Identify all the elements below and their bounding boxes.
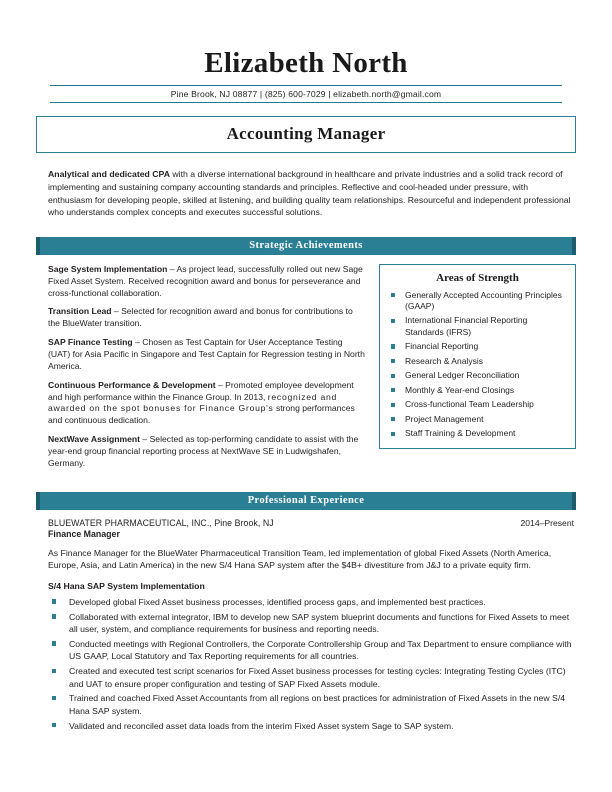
list-item: International Financial Reporting Standards (IFRS) (388, 315, 567, 337)
achievement-title: Continuous Performance & Development (48, 379, 216, 390)
experience-header-row (48, 518, 574, 528)
employer-name: BLUEWATER PHARMACEUTICAL, INC., Pine Brook, NJ (48, 517, 274, 528)
list-item: Financial Reporting (388, 341, 567, 352)
list-item: Collaborated with external integrator, IBM to develop new SAP system blueprint documents and functions for Fixed Assets to meet all user, system, and compliance requirements for business and reporting needs. (48, 611, 578, 636)
list-item: Monthly & Year-end Closings (388, 385, 567, 396)
page-title: Elizabeth North (204, 47, 408, 79)
achievement-text: Chosen as Test Captain for User Acceptance Testing (UAT) for Asia Pacific in Singapore and Test Captain for Regression testing in North America. (48, 337, 365, 371)
achievement-dash: – (140, 434, 150, 445)
list-item: Conducted meetings with Regional Controllers, the Corporate Controllership Group and Tax Department to ensure compliance with US GAAP, Local Statutory and Tax Reporting requirements for all countries. (48, 638, 578, 663)
achievements-column (36, 264, 366, 470)
achievement-dash: – (215, 379, 226, 390)
list-item: Project Management (388, 414, 567, 425)
list-item: General Ledger Reconciliation (388, 370, 567, 381)
list-item: Research & Analysis (388, 356, 567, 367)
list-item: Generally Accepted Accounting Principles (GAAP) (388, 290, 567, 312)
achievement-item (48, 264, 366, 300)
section-banner-label: Professional Experience (247, 495, 365, 507)
achievement-item (48, 434, 366, 470)
job-title: Accounting Manager (226, 124, 386, 144)
job-title-box (36, 116, 576, 153)
achievement-item (48, 337, 366, 373)
experience-description: As Finance Manager for the BlueWater Pharmaceutical Transition Team, led implementation of global Fixed Assets (North America, Europe, Asia, and Latin America) in the new S/4 Hana SAP system after the $4B+ divestiture from J&J to a private equity firm. (48, 547, 552, 571)
achievement-text: Selected as top-performing candidate to assist with the year-end group financial reporting process at NextWave SE in Ludwigshafen, Germany. (48, 434, 359, 468)
section-banner-strategic-achievements (36, 237, 576, 255)
achievement-title: Sage System Implementation (48, 263, 168, 274)
summary-body: with a diverse international background in healthcare and private industries and a solid track record of implementing and sustaining company accounting standards and principles. Reflective and cool-headed under pressure, with enthusiasm for developing people, skilled at listening, and building quality team relationships. Resourceful and independent professional who understands complex concepts and executes successful solutions. (48, 169, 571, 218)
achievement-title: NextWave Assignment (48, 434, 141, 445)
achievement-text-continued: strong performances and continuous dedication. (48, 403, 355, 426)
achievement-text: As project lead, successfully rolled out new Sage Fixed Asset System. Received recognition award and bonus for perseverance and cross-functional collaboration. (48, 263, 363, 298)
areas-of-strength-box (379, 264, 576, 450)
list-item: Created and executed test script scenarios for Fixed Asset business processes for testing cycles: Integrating Testing Cycles (ITC) and UAT to ensure proper configuration and testing of SAP Fixed Assets module. (48, 665, 578, 690)
achievement-title: SAP Finance Testing (48, 337, 133, 348)
strengths-column (379, 264, 576, 450)
achievement-dash: – (167, 263, 177, 274)
employment-dates: 2014–Present (520, 517, 574, 528)
list-item: Developed global Fixed Asset business processes, identified process gaps, and implemented best practices. (48, 596, 578, 608)
achievement-title: Transition Lead (48, 306, 112, 317)
section-banner-label: Strategic Achievements (249, 240, 363, 252)
achievement-text: Promoted employee development and high performance within the Finance Group. In 2013, (48, 379, 354, 402)
areas-of-strength-list (388, 290, 567, 440)
experience-bullet-list (48, 596, 578, 732)
list-item: Staff Training & Development (388, 428, 567, 439)
achievement-dash: – (111, 306, 122, 317)
achievements-and-strengths-columns (36, 264, 576, 470)
section-banner-professional-experience (36, 492, 576, 510)
achievement-dash: – (132, 337, 143, 348)
contact-line: Pine Brook, NJ 08877 | (825) 600-7029 | elizabeth.north@gmail.com (170, 89, 442, 100)
achievement-item (48, 380, 366, 427)
contact-rule-wrapper (50, 85, 562, 103)
list-item: Trained and coached Fixed Asset Accountants from all regions on best practices for administration of Fixed Assets in the new S/4 Hana SAP system. (48, 692, 578, 717)
achievement-item (48, 306, 366, 330)
achievement-text-spaced: recognized and awarded on the spot bonuses for Finance Group's (48, 391, 338, 414)
experience-subheading: S/4 Hana SAP System Implementation (48, 580, 205, 591)
areas-of-strength-title: Areas of Strength (436, 271, 519, 284)
list-item: Cross-functional Team Leadership (388, 399, 567, 410)
list-item: Validated and reconciled asset data loads from the interim Fixed Asset system Sage to SAP system. (48, 720, 578, 732)
summary-lead: Analytical and dedicated CPA (48, 169, 170, 180)
professional-summary (48, 168, 574, 218)
job-role-title: Finance Manager (48, 528, 120, 539)
achievement-text: Selected for recognition award and bonus for contributions to the BlueWater transition. (48, 306, 353, 329)
